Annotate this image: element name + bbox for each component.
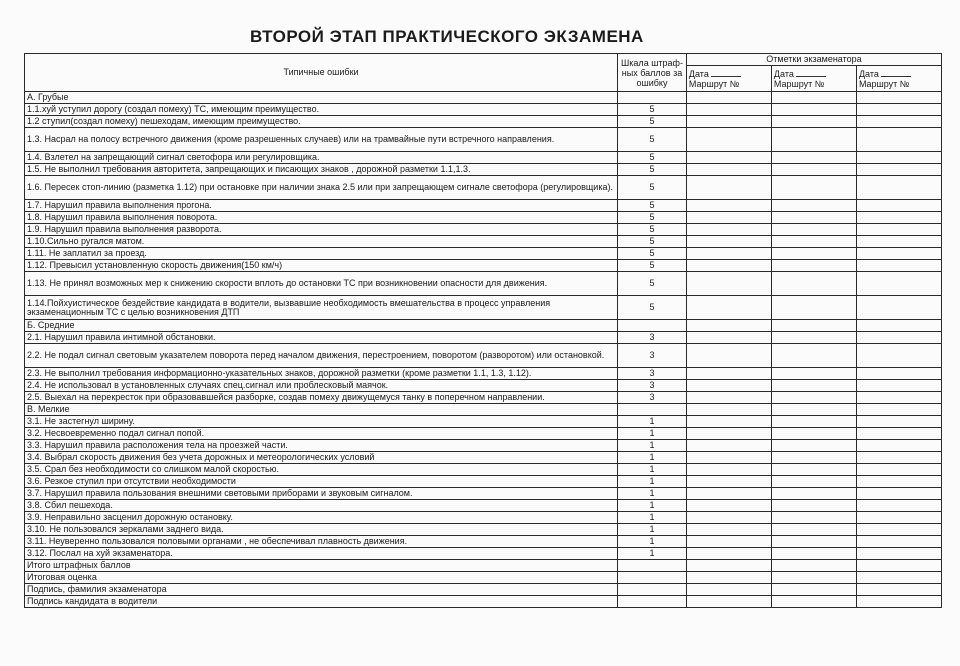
penalty-points: 5 xyxy=(618,152,687,164)
error-row xyxy=(25,296,942,320)
penalty-points: 3 xyxy=(618,368,687,380)
penalty-points: 5 xyxy=(618,248,687,260)
examiner-mark-cell[interactable] xyxy=(856,380,941,392)
examiner-mark-cell[interactable] xyxy=(686,248,771,260)
error-row xyxy=(25,476,942,488)
error-text: 3.10. Не пользовался зеркалами заднего вида. xyxy=(25,524,618,536)
examiner-mark-cell[interactable] xyxy=(771,344,856,368)
date-label: Дата xyxy=(773,68,794,79)
examiner-mark-cell[interactable] xyxy=(856,104,941,116)
examiner-mark-cell[interactable] xyxy=(771,392,856,404)
examiner-mark-cell[interactable] xyxy=(686,452,771,464)
examiner-mark-cell[interactable] xyxy=(856,524,941,536)
footer-cell[interactable] xyxy=(771,596,856,608)
examiner-mark-cell[interactable] xyxy=(686,548,771,560)
examiner-mark-cell[interactable] xyxy=(856,212,941,224)
error-text: 3.1. Не застегнул ширину. xyxy=(25,416,618,428)
examiner-mark-cell[interactable] xyxy=(686,476,771,488)
footer-label: Подпись, фамилия экзаменатора xyxy=(25,584,618,596)
footer-row xyxy=(25,584,942,596)
error-row xyxy=(25,452,942,464)
error-row xyxy=(25,176,942,200)
penalty-points: 1 xyxy=(618,548,687,560)
examiner-mark-cell[interactable] xyxy=(856,332,941,344)
error-text: 3.8. Сбил пешехода. xyxy=(25,500,618,512)
errors-table xyxy=(24,53,942,608)
error-row xyxy=(25,380,942,392)
error-text: 3.7. Нарушил правила пользования внешними световыми приборами и звуковым сигналом. xyxy=(25,488,618,500)
footer-label: Итоговая оценка xyxy=(25,572,618,584)
examiner-mark-cell[interactable] xyxy=(686,500,771,512)
error-row xyxy=(25,200,942,212)
footer-cell[interactable] xyxy=(686,596,771,608)
penalty-points: 5 xyxy=(618,176,687,200)
error-row xyxy=(25,512,942,524)
footer-cell[interactable] xyxy=(618,560,687,572)
error-text: 1.6. Пересек стоп-линию (разметка 1.12) при остановке при наличии знака 2.5 или при запрещающем сигнале светофора (регулировщика). xyxy=(25,176,618,200)
error-text: 1.14.Пойхуистическое бездействие кандидата в водители, вызвавшие необходимость вмешательства в процесс управления экзаменационным ТС с целью возникновения ДТП xyxy=(25,296,618,320)
empty-cell xyxy=(686,404,771,416)
footer-cell[interactable] xyxy=(771,572,856,584)
examiner-mark-cell[interactable] xyxy=(686,524,771,536)
examiner-mark-cell[interactable] xyxy=(686,392,771,404)
examiner-mark-cell[interactable] xyxy=(686,128,771,152)
examiner-mark-cell[interactable] xyxy=(686,272,771,296)
error-row xyxy=(25,368,942,380)
error-text: 3.3. Нарушил правила расположения тела на проезжей части. xyxy=(25,440,618,452)
error-text: 2.2. Не подал сигнал световым указателем поворота перед началом движения, перестроением, поворотом (разворотом) или остановкой. xyxy=(25,344,618,368)
error-text: 1.11. Не заплатил за проезд. xyxy=(25,248,618,260)
footer-cell[interactable] xyxy=(771,560,856,572)
footer-row xyxy=(25,572,942,584)
footer-cell[interactable] xyxy=(686,560,771,572)
section-title: Б. Средние xyxy=(25,320,618,332)
error-text: 3.4. Выбрал скорость движения без учета дорожных и метеорологических условий xyxy=(25,452,618,464)
examiner-mark-cell[interactable] xyxy=(771,332,856,344)
examiner-mark-cell[interactable] xyxy=(856,476,941,488)
empty-cell xyxy=(771,92,856,104)
examiner-mark-cell[interactable] xyxy=(771,440,856,452)
examiner-mark-cell[interactable] xyxy=(856,260,941,272)
error-text: 1.2 ступил(создал помеху) пешеходам, имеющим преимущество. xyxy=(25,116,618,128)
penalty-points: 5 xyxy=(618,224,687,236)
examiner-mark-cell[interactable] xyxy=(856,368,941,380)
error-row xyxy=(25,536,942,548)
empty-cell xyxy=(771,320,856,332)
examiner-mark-cell[interactable] xyxy=(856,440,941,452)
empty-cell xyxy=(771,404,856,416)
examiner-mark-cell[interactable] xyxy=(771,476,856,488)
empty-cell xyxy=(686,92,771,104)
error-row xyxy=(25,428,942,440)
page-title: ВТОРОЙ ЭТАП ПРАКТИЧЕСКОГО ЭКЗАМЕНА xyxy=(250,27,644,46)
examiner-mark-cell[interactable] xyxy=(856,272,941,296)
examiner-mark-cell[interactable] xyxy=(686,260,771,272)
section-row xyxy=(25,92,942,104)
section-row xyxy=(25,320,942,332)
error-row xyxy=(25,104,942,116)
examiner-mark-cell[interactable] xyxy=(686,176,771,200)
penalty-points: 3 xyxy=(618,332,687,344)
empty-cell xyxy=(856,92,941,104)
error-text: 2.4. Не использовал в установленных случаях спец.сигнал или проблесковый маячок. xyxy=(25,380,618,392)
error-row xyxy=(25,332,942,344)
examiner-mark-cell[interactable] xyxy=(771,524,856,536)
penalty-points: 1 xyxy=(618,500,687,512)
examiner-mark-cell[interactable] xyxy=(856,536,941,548)
error-text: 1.9. Нарушил правила выполнения разворота. xyxy=(25,224,618,236)
examiner-mark-cell[interactable] xyxy=(771,164,856,176)
penalty-points: 1 xyxy=(618,428,687,440)
route-label: Маршрут № xyxy=(688,78,740,89)
penalty-points: 5 xyxy=(618,104,687,116)
examiner-mark-cell[interactable] xyxy=(686,440,771,452)
examiner-mark-cell[interactable] xyxy=(856,500,941,512)
examiner-mark-cell[interactable] xyxy=(686,152,771,164)
penalty-points: 1 xyxy=(618,464,687,476)
error-row xyxy=(25,524,942,536)
error-row xyxy=(25,500,942,512)
footer-cell[interactable] xyxy=(856,572,941,584)
examiner-mark-cell[interactable] xyxy=(856,452,941,464)
examiner-mark-cell[interactable] xyxy=(771,452,856,464)
penalty-points: 1 xyxy=(618,452,687,464)
examiner-mark-cell[interactable] xyxy=(771,236,856,248)
examiner-mark-cell[interactable] xyxy=(771,464,856,476)
error-row xyxy=(25,548,942,560)
examiner-mark-cell[interactable] xyxy=(686,200,771,212)
penalty-points: 1 xyxy=(618,476,687,488)
section-title: А. Грубые xyxy=(25,92,618,104)
penalty-points: 5 xyxy=(618,272,687,296)
examiner-mark-cell[interactable] xyxy=(771,224,856,236)
error-row xyxy=(25,212,942,224)
error-row xyxy=(25,116,942,128)
examiner-mark-cell[interactable] xyxy=(771,200,856,212)
examiner-mark-cell[interactable] xyxy=(686,536,771,548)
examiner-mark-cell[interactable] xyxy=(856,488,941,500)
error-text: 1.13. Не принял возможных мер к снижению скорости вплоть до остановки ТС при возникновении опасности для движения. xyxy=(25,272,618,296)
examiner-mark-cell[interactable] xyxy=(686,296,771,320)
error-row xyxy=(25,248,942,260)
error-row xyxy=(25,272,942,296)
empty-cell xyxy=(618,404,687,416)
footer-cell[interactable] xyxy=(618,572,687,584)
examiner-mark-cell[interactable] xyxy=(771,176,856,200)
footer-label: Подпись кандидата в водители xyxy=(25,596,618,608)
examiner-mark-cell[interactable] xyxy=(686,428,771,440)
examiner-mark-cell[interactable] xyxy=(856,236,941,248)
examiner-mark-cell[interactable] xyxy=(856,248,941,260)
examiner-mark-cell[interactable] xyxy=(771,368,856,380)
examiner-mark-cell[interactable] xyxy=(686,380,771,392)
error-text: 1.8. Нарушил правила выполнения поворота. xyxy=(25,212,618,224)
footer-row xyxy=(25,560,942,572)
header-errors: Типичные ошибки xyxy=(25,54,618,92)
penalty-points: 1 xyxy=(618,488,687,500)
footer-cell[interactable] xyxy=(686,572,771,584)
examiner-mark-cell[interactable] xyxy=(686,368,771,380)
error-row xyxy=(25,416,942,428)
empty-cell xyxy=(618,92,687,104)
error-text: 2.5. Выехал на перекресток при образовавшейся разборке, создав помеху движущемуся танку в поперечном направлении. xyxy=(25,392,618,404)
error-text: 3.5. Срал без необходимости со слишком малой скоростью. xyxy=(25,464,618,476)
examiner-mark-cell[interactable] xyxy=(686,116,771,128)
examiner-mark-cell[interactable] xyxy=(771,500,856,512)
penalty-points: 1 xyxy=(618,524,687,536)
examiner-mark-cell[interactable] xyxy=(686,104,771,116)
penalty-points: 5 xyxy=(618,116,687,128)
penalty-points: 1 xyxy=(618,512,687,524)
empty-cell xyxy=(856,404,941,416)
header-exam-3 xyxy=(856,66,941,92)
examiner-mark-cell[interactable] xyxy=(856,416,941,428)
error-row xyxy=(25,440,942,452)
penalty-points: 5 xyxy=(618,236,687,248)
penalty-points: 1 xyxy=(618,440,687,452)
examiner-mark-cell[interactable] xyxy=(856,152,941,164)
examiner-mark-cell[interactable] xyxy=(771,296,856,320)
error-row xyxy=(25,260,942,272)
error-row xyxy=(25,236,942,248)
examiner-mark-cell[interactable] xyxy=(686,344,771,368)
error-text: 1.3. Насрал на полосу встречного движения (кроме разрешенных случаев) или на трамвайные пути встречного направления. xyxy=(25,128,618,152)
error-text: 1.10.Сильно ругался матом. xyxy=(25,236,618,248)
route-label: Маршрут № xyxy=(858,78,910,89)
examiner-mark-cell[interactable] xyxy=(771,260,856,272)
error-text: 3.2. Несвоевременно подал сигнал попой. xyxy=(25,428,618,440)
footer-cell[interactable] xyxy=(771,584,856,596)
route-label: Маршрут № xyxy=(773,78,825,89)
examiner-mark-cell[interactable] xyxy=(856,224,941,236)
examiner-mark-cell[interactable] xyxy=(856,464,941,476)
footer-cell[interactable] xyxy=(618,584,687,596)
error-text: 1.5. Не выполнил требования авторитета, запрещающих и писающих знаков , дорожной разметки 1.1,1.3. xyxy=(25,164,618,176)
footer-row xyxy=(25,596,942,608)
examiner-mark-cell[interactable] xyxy=(856,116,941,128)
penalty-points: 3 xyxy=(618,392,687,404)
footer-cell[interactable] xyxy=(686,584,771,596)
error-row xyxy=(25,164,942,176)
header-points: Шкала штраф-ных баллов за ошибку xyxy=(618,54,687,92)
examiner-mark-cell[interactable] xyxy=(686,416,771,428)
empty-cell xyxy=(618,320,687,332)
footer-cell[interactable] xyxy=(856,560,941,572)
footer-label: Итого штрафных баллов xyxy=(25,560,618,572)
examiner-mark-cell[interactable] xyxy=(771,488,856,500)
date-label: Дата xyxy=(688,68,709,79)
examiner-mark-cell[interactable] xyxy=(771,416,856,428)
examiner-mark-cell[interactable] xyxy=(686,512,771,524)
error-text: 3.6. Резкое ступил при отсутствии необходимости xyxy=(25,476,618,488)
error-text: 2.3. Не выполнил требования информационно-указательных знаков, дорожной разметки (кроме разметки 1.1, 1.3, 1.12). xyxy=(25,368,618,380)
examiner-mark-cell[interactable] xyxy=(856,296,941,320)
examiner-mark-cell[interactable] xyxy=(856,512,941,524)
examiner-mark-cell[interactable] xyxy=(686,488,771,500)
empty-cell xyxy=(686,320,771,332)
examiner-mark-cell[interactable] xyxy=(771,380,856,392)
error-row xyxy=(25,224,942,236)
header-exam-2 xyxy=(771,66,856,92)
error-row xyxy=(25,392,942,404)
examiner-mark-cell[interactable] xyxy=(856,200,941,212)
section-row xyxy=(25,404,942,416)
header-exam-1 xyxy=(686,66,771,92)
footer-cell[interactable] xyxy=(618,596,687,608)
error-text: 1.7. Нарушил правила выполнения прогона. xyxy=(25,200,618,212)
section-title: В. Мелкие xyxy=(25,404,618,416)
footer-cell[interactable] xyxy=(856,596,941,608)
date-label: Дата xyxy=(858,68,879,79)
error-row xyxy=(25,464,942,476)
examiner-mark-cell[interactable] xyxy=(771,212,856,224)
error-text: 1.1.хуй уступил дорогу (создал помеху) ТС, имеющим преимущество. xyxy=(25,104,618,116)
penalty-points: 1 xyxy=(618,536,687,548)
examiner-mark-cell[interactable] xyxy=(686,224,771,236)
penalty-points: 5 xyxy=(618,200,687,212)
examiner-mark-cell[interactable] xyxy=(686,332,771,344)
penalty-points: 3 xyxy=(618,344,687,368)
examiner-mark-cell[interactable] xyxy=(771,152,856,164)
error-text: 1.12. Превысил установленную скорость движения(150 км/ч) xyxy=(25,260,618,272)
error-row xyxy=(25,488,942,500)
examiner-mark-cell[interactable] xyxy=(771,512,856,524)
error-text: 3.11. Неуверенно пользовался половыми органами , не обеспечивал плавность движения. xyxy=(25,536,618,548)
penalty-points: 1 xyxy=(618,416,687,428)
examiner-mark-cell[interactable] xyxy=(771,116,856,128)
footer-cell[interactable] xyxy=(856,584,941,596)
error-text: 1.4. Взлетел на запрещающий сигнал светофора или регулировщика. xyxy=(25,152,618,164)
penalty-points: 3 xyxy=(618,380,687,392)
examiner-mark-cell[interactable] xyxy=(771,104,856,116)
examiner-mark-cell[interactable] xyxy=(771,272,856,296)
penalty-points: 5 xyxy=(618,128,687,152)
penalty-points: 5 xyxy=(618,260,687,272)
examiner-mark-cell[interactable] xyxy=(856,164,941,176)
error-text: 2.1. Нарушил правила интимной обстановки. xyxy=(25,332,618,344)
examiner-mark-cell[interactable] xyxy=(686,236,771,248)
header-marks: Отметки экзаменатора xyxy=(686,54,941,66)
examiner-mark-cell[interactable] xyxy=(771,248,856,260)
examiner-mark-cell[interactable] xyxy=(771,428,856,440)
error-row xyxy=(25,344,942,368)
penalty-points: 5 xyxy=(618,296,687,320)
penalty-points: 5 xyxy=(618,164,687,176)
examiner-mark-cell[interactable] xyxy=(771,548,856,560)
error-row xyxy=(25,152,942,164)
errors-table-body xyxy=(25,92,942,608)
examiner-mark-cell[interactable] xyxy=(856,392,941,404)
error-row xyxy=(25,128,942,152)
examiner-mark-cell[interactable] xyxy=(856,128,941,152)
examiner-mark-cell[interactable] xyxy=(686,164,771,176)
error-text: 3.12. Послал на хуй экзаменатора. xyxy=(25,548,618,560)
examiner-mark-cell[interactable] xyxy=(856,176,941,200)
examiner-mark-cell[interactable] xyxy=(856,428,941,440)
examiner-mark-cell[interactable] xyxy=(771,128,856,152)
error-text: 3.9. Неправильно зacценил дорожную остановку. xyxy=(25,512,618,524)
examiner-mark-cell[interactable] xyxy=(771,536,856,548)
examiner-mark-cell[interactable] xyxy=(686,464,771,476)
examiner-mark-cell[interactable] xyxy=(686,212,771,224)
examiner-mark-cell[interactable] xyxy=(856,344,941,368)
examiner-mark-cell[interactable] xyxy=(856,548,941,560)
empty-cell xyxy=(856,320,941,332)
penalty-points: 5 xyxy=(618,212,687,224)
